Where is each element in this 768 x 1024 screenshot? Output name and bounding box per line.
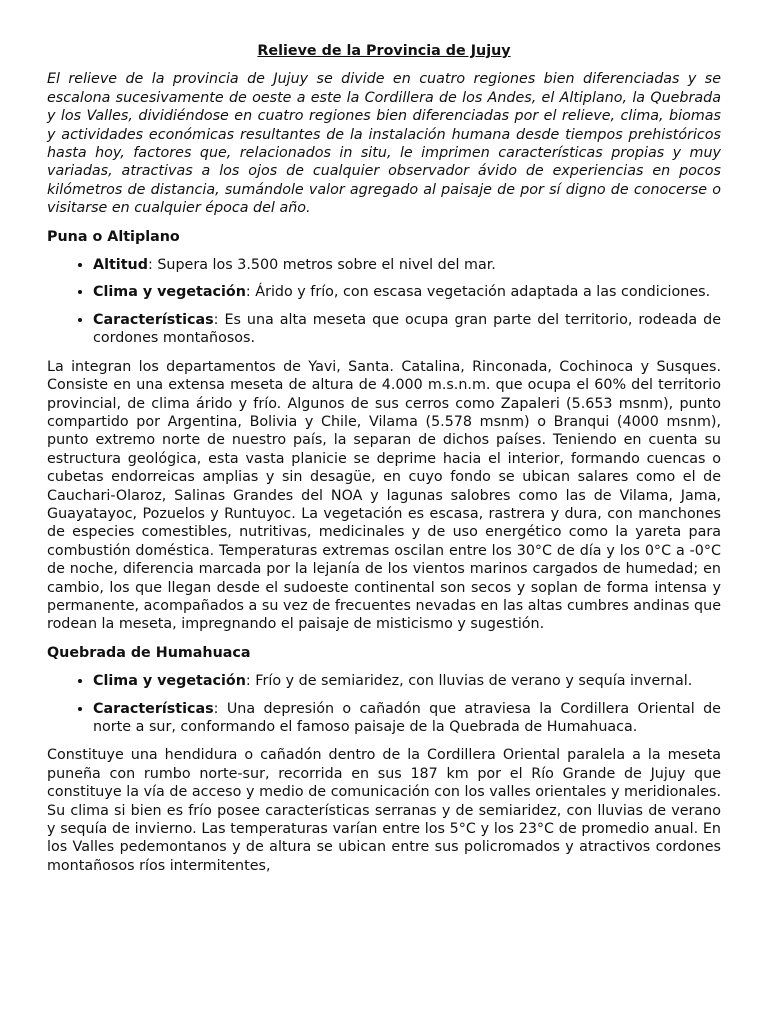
list-item xyxy=(93,256,721,274)
item-separator: : xyxy=(147,257,158,274)
section-paragraph: La integran los departamentos de Yavi, Santa. Catalina, Rinconada, Cochinoca y Susques. Consiste en una extensa meseta de altura de 4.000 m.s.n.m. que ocupa el 60% del territorio provincial, de clima árido y frío. Algunos de sus cerros como Zapaleri (5.653 msnm), punto compartido por Argentina, Bolivia y Chile, Vilama (5.578 msnm) o Branqui (4000 msnm), punto extremo norte de nuestro país, la separan de dichos países. Teniendo en cuenta su estructura geológica, esta vasta planicie se deprime hacia el interior, formando cuencas o cubetas endorreicas amplias y sin desagüe, en cuyo fondo se ubican salares como el de Cauchari-Olaroz, Salinas Grandes del NOA y lagunas salobres como las de Vilama, Jama, Guayatayoc, Pozuelos y Runtuyoc. La vegetación es escasa, rastrera y dura, con manchones de especies comestibles, nutritivas, medicinales y de uso energético como la yareta para combustión doméstica. Temperaturas extremas oscilan entre los 30°C de día y los 0°C a -0°C de noche, diferencia marcada por la lejanía de los vientos marinos cargados de humedad; en cambio, los que llegan desde el sudoeste continental son secos y soplan de forma intensa y permanente, acompañados a su vez de frecuentes nevadas en las altas cumbres andinas que rodean la meseta, impregnando el paisaje de misticismo y sugestión. xyxy=(47,358,721,633)
section-heading: Quebrada de Humahuaca xyxy=(47,644,251,661)
section-heading: Puna o Altiplano xyxy=(47,228,180,245)
section-puna xyxy=(47,228,721,634)
item-term: Clima y vegetación xyxy=(93,673,246,690)
item-separator: : xyxy=(213,311,225,328)
intro-paragraph: El relieve de la provincia de Jujuy se divide en cuatro regiones bien diferenciadas y se escalona sucesivamente de oeste a este la Cordillera de los Andes, el Altiplano, la Quebrada y los Valles, dividiéndose en cuatro regiones bien diferenciadas por el relieve, clima, biomas y actividades económicas resultantes de la instalación humana desde tiempos prehistóricos hasta hoy, factores que, relacionados in situ, le imprimen características propias y muy variadas, atractivas a los ojos de cualquier observador ávido de experiencias en pocos kilómetros de distancia, sumándole valor agregado al paisaje de por sí digno de conocerse o visitarse en cualquier época del año. xyxy=(47,71,721,217)
bullet-list xyxy=(47,256,721,348)
item-term: Características xyxy=(93,311,214,328)
item-term: Altitud xyxy=(93,257,148,274)
document-title: Relieve de la Provincia de Jujuy xyxy=(257,43,511,59)
item-term: Características xyxy=(93,700,214,717)
list-item xyxy=(93,672,721,690)
item-separator: : xyxy=(245,673,256,690)
list-item xyxy=(93,283,721,301)
item-text: Es una alta meseta que ocupa gran parte del territorio, rodeada de cordones montañosos. xyxy=(93,311,721,347)
item-separator: : xyxy=(245,284,256,301)
section-paragraph: Constituye una hendidura o cañadón dentro de la Cordillera Oriental paralela a la meseta puneña con rumbo norte-sur, recorrida en sus 187 km por el Río Grande de Jujuy que constituye la vía de acceso y medio de comunicación con los valles orientales y meridionales. Su clima si bien es frío posee características serranas y de semiaridez, con lluvias de verano y sequía de invierno. Las temperaturas varían entre los 5°C y los 23°C de promedio anual. En los Valles pedemontanos y de altura se ubican entre sus policromados y atractivos cordones montañosos ríos intermitentes, xyxy=(47,747,721,874)
list-item xyxy=(93,311,721,348)
item-text: Supera los 3.500 metros sobre el nivel del mar. xyxy=(157,257,496,274)
item-separator: : xyxy=(213,700,227,717)
list-item xyxy=(93,700,721,737)
bullet-list xyxy=(47,672,721,736)
item-term: Clima y vegetación xyxy=(93,284,246,301)
item-text: Árido y frío, con escasa vegetación adaptada a las condiciones. xyxy=(255,284,711,301)
item-text: Una depresión o cañadón que atraviesa la Cordillera Oriental de norte a sur, conformando el famoso paisaje de la Quebrada de Humahuaca. xyxy=(93,700,721,735)
section-quebrada xyxy=(47,644,721,875)
item-text: Frío y de semiaridez, con lluvias de verano y sequía invernal. xyxy=(255,673,693,690)
